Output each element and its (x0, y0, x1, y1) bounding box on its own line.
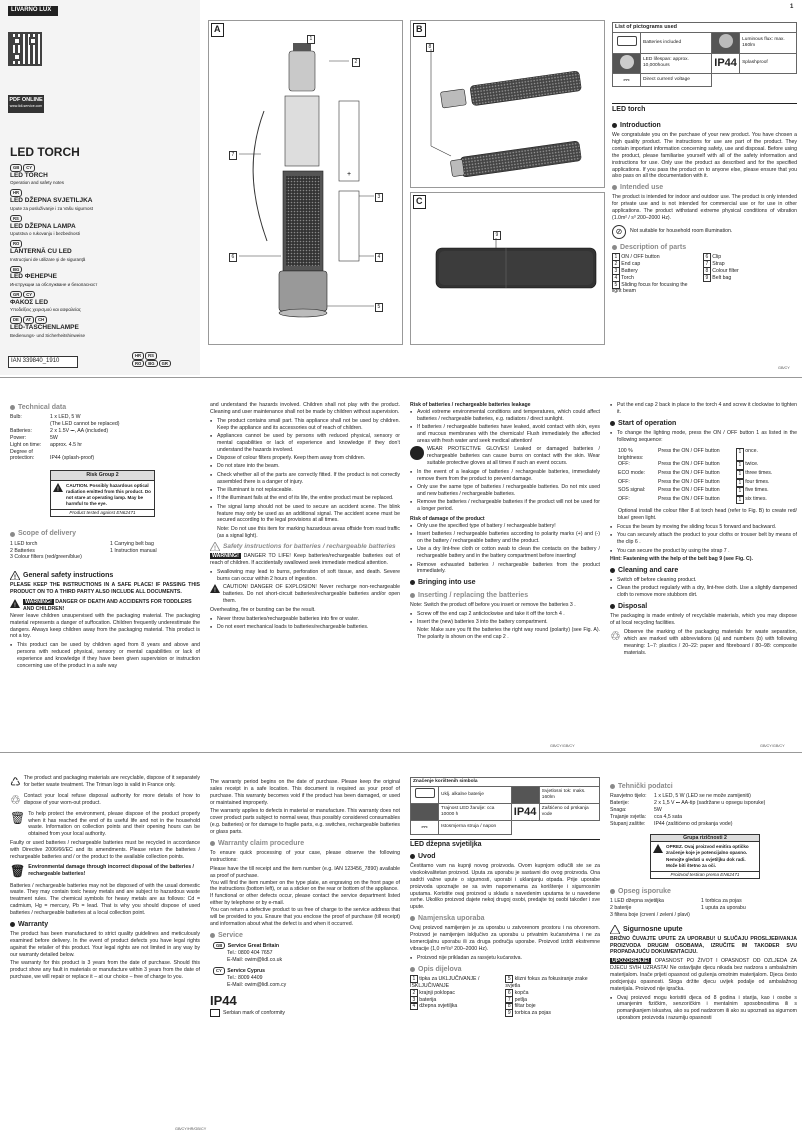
triman-icon: ♺ (10, 775, 21, 789)
p3-col-4: Tehnički podatci Rasvjetno tijelo: 1 x LED, 5 W (LED se ne može zamijeniti) Baterije: 2 x 1,5 V ⎓ AA-tip (sadržane u opsegu isporuke) Snaga: 5W Trajanje svjetla: cca 4,5 sata Stupanj zaštite: IP44 (zaštićeno od prskanja vode) Grupa rizičnosti 2 OPREZ. Ovaj proizvod emitira optičko zračenje koje je potencijalno opasno. Nemojte gledati u svjetiljku dok radi. Može biti štetno za oči. Proizvod testiran prema EN62471 Opseg isporuke 1 LED džepna svjetiljka 2 baterije 3 filtera boje (crveni / zeleni / plavi) 1 torbica za pojas 1 uputa za uporabu Sigurnosne upute BRIŽNO ČUVAJTE UPUTE ZA UPORABU! U SLUČAJU PROSLJEĐIVANJA PROIZVODA DRUGIM OSOBAMA, IZRUČITE IM TAKOĐER SVU PROPADAJUĆU DOKUMENTACIJU. UPOZORENJE! OPASNOST PO ŽIVOT I OPASNOST OD OZLJEDA ZA DJECU SVIH UZRASTA! Ne ostavljajte djecu nikada bez nadzora s ambalažnim materijalom. Inače prijeti opasnost od gušenja omotnim materijalom. Djeca često podcjenjuju opasnosti. Stoga držite djecu uvijek podalje od ambalažnog materijala. Proizvod nije igračka. ■ Ovaj proizvod mogu koristiti djeca od 8 godina i starija, kao i osobe s umanjenim fizičkim, senzoričkim i mentalnim sposobnostima ili s pomanjkanjem iskustva, ako su pod nadzorom ili ako su upoznati sa sigurnom uporabom proizvoda i razumiju opasnosti (610, 779, 797, 1024)
lang-entry: BG LED ФЕНЕРЧЕ Инструкции за обслужване и безопасност (10, 266, 98, 287)
callout-5: 5 (375, 303, 383, 312)
pictogram-label: Batteries included (641, 33, 712, 53)
callout-6: 6 (229, 253, 237, 262)
figure-c-label: C (413, 195, 426, 209)
claim-heading: Warranty claim procedure (210, 839, 400, 848)
en-title: LED torch (612, 103, 797, 114)
scope-heading: Scope of delivery (10, 529, 200, 538)
svg-text:+: + (346, 171, 352, 178)
pictogram-label (712, 73, 797, 87)
figure-a-label: A (211, 23, 224, 37)
risk-group-box: Risk Group 2 ! CAUTION. Possibly hazardous optical radiation emitted from this product. Do not stare at operating lamp. May be harmful to the eye. Product tested against EN62471 (50, 470, 155, 517)
uvod-heading: Uvod (410, 852, 600, 861)
page-title: LED TORCH (10, 145, 80, 159)
figure-a-drawing (209, 21, 404, 346)
col-1: Technical data Bulb: 1 x LED, 5 W (The LED cannot be replaced) Batteries: 2 x 1.5V ⎓, AA (included) Power: 5W Light on time: approx. 4.5 hr Degree of protection: IP44 (splash-proof) Risk Group 2 ! CAUTION. Possibly hazardous optical radiation emitted from this product. Do not stare at operating lamp. May be harmful to the eye. Product tested against EN62471 Scope of delivery 1 LED torch 2 Batteries 3 Colour filters (red/green/blue) 1 Carrying belt bag 1 Instruction manual ! General safety instructions PLEASE KEEP THE INSTRUCTIONS IN A SAFE PLACE! IF PASSING THIS PRODUCT ON TO A THIRD PARTY ALSO INCLUDE ALL DOCUMENTS. ! WARNING! DANGER OF DEATH AND ACCIDENTS FOR TODDLERS AND CHILDREN! Never leave children unsupervised with the packaging material. The packaging material represents a danger of suffocation. Children frequently underestimate the dangers. Always keep children away from the packaging material. This product is not a toy. ■ This product can be used by children aged from 8 years and above and persons with reduced physical, sensory or mental capabilities or lack of experience and knowledge if they have been given supervision or instruction concerning use of the product in a safe way (10, 400, 200, 671)
hr-opseg-heading: Opseg isporuke (610, 887, 797, 896)
namjena-heading: Namjenska uporaba (410, 914, 600, 923)
page-footer: GB/CY/GB/CY (760, 744, 785, 748)
cleaning-heading: Cleaning and care (610, 566, 797, 575)
lang-entry: HR LED DŽEPNA SVJETILJKA Upute za posluživanje i za Vašu sigurnost (10, 190, 93, 211)
pictogram-label: Direct current/ voltage (641, 73, 712, 87)
scope-list: 1 LED torch 2 Batteries 3 Colour filters (red/green/blue) 1 Carrying belt bag 1 Instruction manual (10, 540, 157, 561)
svg-text:!: ! (14, 603, 16, 609)
p3-col-3: Značenje korištenih simbola Uklj. alkalne baterije Svjetlosni tok: maks. 160lm Trajnost LED žarulje: cca 10000 h IP44 Zaštićeno od prskanja vode ⎓ Istosmjerna struja / napon LED džepna svjetiljka Uvod Čestitamo vam na kupnji novog proizvoda. Ovom kupnjom odlučili ste se za visokokvalitetan proizvod. Uputa za uporabu je sastavni dio ovog proizvoda. Ona sadrži važne upute o sigurnosti, uporabi i uklanjanju otpada. Prije uporabe proizvoda upoznajte se sa svim napomenama za korištenje i sigurnosnim uputama. Koristite ovaj proizvod u skladu s navedenim uputama te u navedene svrhe. Ukoliko proizvod dajete nekoj drugoj osobi, predajte toj osobi također i sve upute. Namjenska uporaba Ovaj proizvod namijenjen je za uporabu u zatvorenom prostoru i na otvorenom. Proizvod je namijenjen isključivo za uporabu u privatnim kućanstvima i ne za komercijalnu uporabu ili za druga područja uporabe. Proizvod izdrži ekstremne vibracije (1,0 m²/s³ 200–2000 Hz). ■ Proizvod nije prikladan za rasvjetu kućanstva. Opis dijelova 1 tipka za UKLJUČIVANJE / ISKLJUČIVANJE 2 krajnji poklopac 3 baterija 4 džepna svjetiljka 5 klizni fokus za fokusiranje zrake svjetla 6 kopča 7 petlja 8 filtar boje 9 torbica za pojas (410, 777, 600, 1017)
language-list (10, 164, 195, 339)
hr-risk-box: Grupa rizičnosti 2 OPREZ. Ovaj proizvod emitira optičko zračenje koje je potencijalno opasno. Nemojte gledati u svjetiljku dok radi. Može biti štetno za oči. Proizvod testiran prema EN62471 (650, 834, 760, 879)
en-intro: Introduction We congratulate you on the purchase of your new product. You have chosen a high quality product. The instructions for use are part of the product. They contain important information concerning safety, use and disposal. Before using the product, please familiarise yourself with all of the safety information and instructions for use. Only use the product as described and for the specified applications. If you pass the product on to anyone else, please ensure that you also pass on all the documentation with it. Intended use The product is intended for indoor and outdoor use. The product is only intended for private use and is not intended for commercial use or for use in other applications. The product withstand extreme physical conditions of vibration (1.0m² / s³ 200–2000 Hz). ⊘ Not suitable for household room illumination. Description of parts 1 ON / OFF button 2 End cap 3 Battery 4 Torch 5 Sliding focus for focusing the light beam 6 Clip 7 Strap 8 Colour filter 9 Belt bag (612, 122, 797, 295)
lang-entry: DE AT CH LED-TASCHENLAMPE Bedienungs- und Sicherheitshinweise (10, 317, 86, 338)
ip44-icon: IP44 (511, 803, 539, 821)
pictogram-label: LED lifespan: approx. 10,000hours (641, 53, 712, 73)
tech-table: Bulb: 1 x LED, 5 W (The LED cannot be replaced) Batteries: 2 x 1.5V ⎓, AA (included) Power: 5W Light on time: approx. 4.5 hr Degree of protection: IP44 (splash-proof) (10, 414, 120, 462)
pictogram-label: Splashproof (740, 53, 797, 73)
p3-col-2: The warranty period begins on the date of purchase. Please keep the original sales receipt in a safe location. This document is required as your proof of purchase. This warranty becomes void if the product has been damaged, or used or maintained improperly. The warranty applies to defects in material or manufacture. This warranty does not cover product parts subject to normal wear, thus possibly considered consumables (e.g. batteries) or for damage to fragile parts, e.g. switches, rechargeable batteries or glass parts. Warranty claim procedure To ensure quick processing of your case, please observe the following instructions: Please have the till receipt and the item number (e.g. IAN 123456_7890) available as proof of purchase. You will find the item number on the type plate, an engraving on the front page of the instructions (bottom left), or as a sticker on the rear or bottom of the appliance. If functional or other defects occur, please contact the service department listed either by telephone or by e-mail. You can return a defective product to us free of charge to the service address that will be provided to you. Ensure that you enclose the proof of purchase (till receipt) and information about what the defect is and when it occurred. Service GB Service Great Britain Tel.: 0800 404 7657 E-Mail: owim@lidl.co.uk CY Service Cyprus Tel.: 8009 4409 E-Mail: owim@lidl.com.cy IP44 Serbian mark of conformity (210, 779, 400, 1016)
service-heading: Service (210, 931, 400, 940)
callout-9: 9 (493, 231, 501, 240)
recycle-icon: ♲ (10, 792, 21, 807)
battery-safety-heading: ! Safety instructions for batteries / rechargeable batteries (210, 542, 400, 551)
page-footer: GB/CY/HR/GB/CY (175, 1127, 207, 1131)
opis-heading: Opis dijelova (410, 965, 600, 974)
figure-b-drawing (411, 21, 606, 189)
no-household-note: ⊘ Not suitable for household room illumination. (612, 225, 797, 239)
svg-text:!: ! (214, 588, 216, 594)
page-footer: GB/CY/GB/CY (550, 744, 575, 748)
col-3: Risk of batteries / rechargeable batteries leakage ■ Avoid extreme environmental conditions and temperatures, which could affect batteries / rechargeable batteries, e.g. radiators / direct sunlight. ■ If batteries / rechargeable batteries have leaked, avoid contact with skin, eyes and mucous membranes with the chemicals! Flush immediately the affected areas with fresh water and seek medical attention! WEAR PROTECTIVE GLOVES! Leaked or damaged batteries / rechargeable batteries can cause burns on contact with the skin. Wear suitable protective gloves at all times if such an event occurs. ■ In the event of a leakage of batteries / rechargeable batteries, immediately remove them from the product to prevent damage. ■ Only use the same type of batteries / rechargeable batteries. Do not mix used and new batteries / rechargeable batteries. ■ Remove the batteries / rechargeable batteries if the product will not be used for a longer period. Risk of damage of the product ■ Only use the specified type of battery / rechargeable battery! ■ Insert batteries / rechargeable batteries according to polarity marks (+) and (-) on the battery / rechargeable battery and the product. ■ Use a dry lint-free cloth or cotton swab to clean the contacts on the battery / rechargeable battery and in the battery compartment before inserting! ■ Remove exhausted batteries / rechargeable batteries from the product immediately. Bringing into use Inserting / replacing the batteries Note: Switch the product off before you insert or remove the batteries 3 . ■ Screw off the end cap 2 anticlockwise and take it off the torch 4 . ■ Insert the (new) batteries 3 into the battery compartment. Note: Make sure you fit the batteries the right way round (polarity) (see Fig. A). The polarity is shown on the end cap 2 . (410, 402, 600, 643)
intended-use-heading: Intended use (612, 183, 797, 192)
ian-number: IAN 339840_1910 (8, 356, 78, 368)
p3-col-1: ♺ The product and packaging materials are recyclable, dispose of it separately for better waste treatment. The Triman logo is valid in France only. ♲ Contact your local refuse disposal authority for more details of how to dispose of your worn-out product. 🗑 To help protect the environment, please dispose of the product properly when it has reached the end of its useful life and not in the household waste. Information on collection points and their opening hours can be obtained from your local authority. Faulty or used batteries / rechargeable batteries must be recycled in accordance with Directive 2006/66/EC and its amendments. Please return the batteries / rechargeable batteries and / or the product to the available collection points. 🗑 Environmental damage through incorrect disposal of the batteries / rechargeable batteries! Batteries / rechargeable batteries may not be disposed of with the usual domestic waste. They may contain toxic heavy metals and are subject to hazardous waste treatment rules. The chemical symbols for heavy metals are as follows: Cd = cadmium, Hg = mercury, Pb = lead. That is why you should dispose of used batteries / rechargeable batteries at a local collection point. Warranty The product has been manufactured to strict quality guidelines and meticulously examined before delivery. In the event of product defects you have legal rights against the retailer of this product. Your legal rights are not limited in any way by our warranty detailed below. The warranty for this product is 3 years from the date of purchase. Should this product show any fault in materials or manufacture within 3 years from the date of purchase, we will repair or replace it – at our choice – free of charge to you. (10, 775, 200, 981)
recycle-icon: ♲ (610, 629, 621, 644)
callout-2: 2 (352, 58, 360, 67)
page-3 (0, 755, 802, 1140)
callout-1: 1 (307, 35, 315, 44)
warning-icon (210, 584, 220, 593)
pdf-online-label: PDF ONLINE (9, 97, 43, 103)
pictogram-label: Luminous flux: max. 160lm (740, 33, 797, 53)
lang-entry: RS LED DŽEPNA LAMPA Uputstva o rukovanju i bezbednosti (10, 215, 81, 237)
pictogram-title: List of pictograms used (613, 23, 797, 33)
ip44-mark: IP44 (210, 992, 237, 1008)
lang-entry: GR CY ΦΑΚΟΣ LED Υποδείξεις χειρισμού και ασφαλείας (10, 291, 81, 313)
warranty-heading: Warranty (10, 920, 200, 929)
hr-safety-heading: Sigurnosne upute (610, 925, 797, 934)
page-footer: GB/CY (778, 366, 790, 370)
dc-icon: ⎓ (411, 821, 439, 835)
serbian-mark-icon (210, 1009, 220, 1017)
parts-list: 1 ON / OFF button 2 End cap 3 Battery 4 Torch 5 Sliding focus for focusing the light beam 6 Clip 7 Strap 8 Colour filter 9 Belt bag (612, 254, 739, 295)
svg-text:!: ! (57, 487, 59, 493)
ip44-icon: IP44 (712, 53, 740, 73)
battery-icon (411, 787, 439, 803)
callout-7: 7 (229, 151, 237, 160)
warning-icon (53, 483, 63, 492)
callout-8: 8 (426, 43, 434, 52)
lang-entry: GB CY LED TORCH Operation and safety notes (10, 165, 65, 186)
figure-b-label: B (413, 23, 426, 37)
figure-b (410, 20, 605, 188)
start-heading: Start of operation (610, 419, 797, 428)
brand-bar: LIVARNO LUX (8, 6, 58, 16)
country-badges: HR RS RO BG GR (132, 352, 192, 367)
crossed-bin-icon: 🗑 (10, 863, 26, 878)
page-2 (0, 380, 802, 750)
hr-tech-heading: Tehnički podatci (610, 782, 797, 791)
warning-icon (10, 599, 20, 608)
gloves-icon (410, 446, 424, 460)
inserting-batteries-heading: Inserting / replacing the batteries (410, 591, 600, 600)
pdf-online-badge[interactable] (8, 95, 44, 113)
page-number: 1 (790, 4, 794, 10)
svg-text:!: ! (214, 546, 216, 552)
general-safety-heading: ! General safety instructions (10, 571, 200, 580)
col-4: ■ Put the end cap 2 back in place to the torch 4 and screw it clockwise to tighten it. Start of operation ■ To change the lighting mode, press the ON / OFF button 1 as listed in the following sequence: 100 % brightness: Press the ON / OFF button 1 once. OFF: Press the ON / OFF button 1 twice. ECO mode: Press the ON / OFF button 1 three times. OFF: Press the ON / OFF button 1 four times. SOS signal: Press the ON / OFF button 1 five times. OFF: Press the ON / OFF button 1 six times. Optional install the colour filter 8 at torch head (refer to Fig. B) to create red/ blue/ green light. ■ Focus the beam by moving the sliding focus 5 forward and backward. ■ You can securely attach the product to your cloths or trouser belt by means of the clip 6 . ■ You can secure the product by using the strap 7 . Hint: Fastening with the help of the belt bag 9 (see Fig. C). Cleaning and care ■ Switch off before cleaning product. ■ Clean the product regularly with a dry, lint-free cloth. Use a slightly dampened cloth to remove more stubborn dirt. Disposal The packaging is made entirely of recyclable materials, which you may dispose of at local recycling facilities. ♲ Observe the marking of the packaging materials for waste separation, which are marked with abbreviations (a) and numbers (b) with following meaning: 1–7: plastics / 20–22: paper and fibreboard / 80–98: composite materials. (610, 402, 797, 659)
callout-4: 4 (375, 253, 383, 262)
battery-icon (613, 33, 641, 53)
svg-text:!: ! (14, 575, 16, 581)
col-2: and understand the hazards involved. Children shall not play with the product. Cleaning and user maintenance shall not be made by children without supervision. ■ The product contains small part. This appliance shall not be used by children. Keep the appliance and its accessories out of reach of children. ■ Appliances cannot be used by persons with reduced physical, sensory or mental capabilities or lack of experience and knowledge if they don’t understand the hazards involved. ■ Dispose of colour filters properly. Keep them away from children. ■ Do not stare into the beam. ■ Check whether all of the parts are correctly fitted. If the product is not correctly assembled there is a danger of injury. ■ The illuminant is not replaceable. ■ If the illuminant fails at the end of its life, the entire product must be replaced. ■ The signal lamp should not be used to secure an accident scene. The blink feature may only be used as an additional signal. The accident scene must be secured according to the legal provisions at all times. Note: Do not use this item for marking hazardous areas offside from road traffic (as a signal light). ! Safety instructions for batteries / rechargeable batteries WARNING! DANGER TO LIFE! Keep batteries/rechargeable batteries out of reach of children. If accidentally swallowed seek immediate medical attention. ■ Swallowing may lead to burns, perforation of soft tissue, and death. Severe burns can occur within 2 hours of ingestion. ! CAUTION! DANGER OF EXPLOSION! Never recharge non-rechargeable batteries. Do not short-circuit batteries/rechargeable batteries and/or open them. Overheating, fire or bursting can be the result. ■ Never throw batteries/rechargeable batteries into fire or water. ■ Do not exert mechanical loads to batteries/rechargeable batteries. (210, 402, 400, 633)
pictogram-list (612, 22, 797, 87)
crossed-bin-icon: 🗑 (10, 810, 26, 825)
disposal-heading: Disposal (610, 602, 797, 611)
mode-table: 100 % brightness: Press the ON / OFF button 1 once. OFF: Press the ON / OFF button 1 twice. ECO mode: Press the ON / OFF button 1 three times. OFF: Press the ON / OFF button 1 four times. SOS signal: Press the ON / OFF button 1 five times. OFF: Press the ON / OFF button 1 six times. (618, 447, 773, 503)
lumen-icon (511, 787, 539, 803)
dc-icon: ⎓ (613, 73, 641, 87)
tech-heading: Technical data (10, 403, 200, 412)
qr-code (10, 34, 40, 64)
intro-heading: Introduction (612, 121, 797, 130)
bringing-into-use-heading: Bringing into use (410, 578, 600, 587)
lang-entry: RO LANTERNĂ CU LED Instrucţiuni de utilizare şi de siguranţă (10, 241, 86, 262)
lumen-icon (712, 33, 740, 53)
pdf-online-url: www.lidl-service.com (9, 104, 43, 109)
no-lamp-icon: ⊘ (612, 225, 626, 239)
parts-heading: Description of parts (612, 243, 797, 252)
page-1 (0, 0, 802, 375)
figure-c (410, 192, 605, 345)
callout-3: 3 (375, 193, 383, 202)
led-icon (411, 803, 439, 821)
figure-a (208, 20, 403, 345)
figure-c-drawing (411, 193, 606, 346)
led-icon (613, 53, 641, 73)
